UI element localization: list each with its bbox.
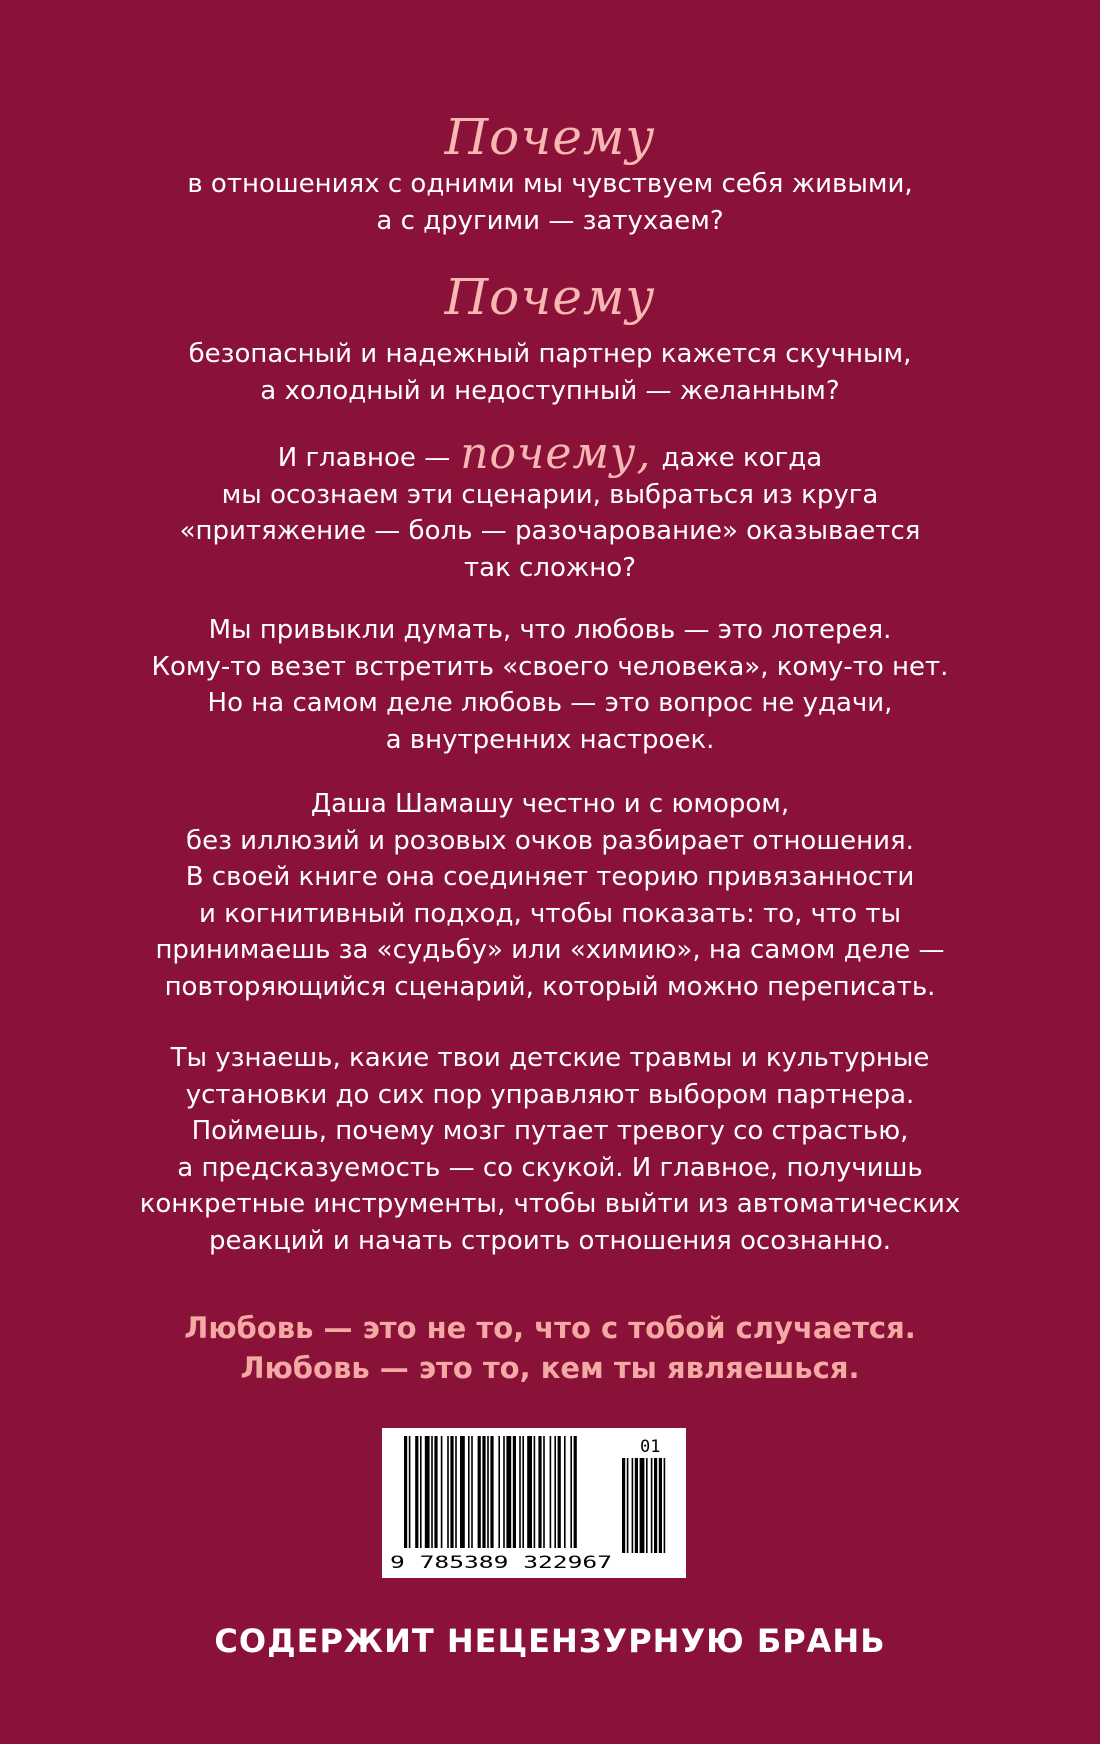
paragraph-what-you-learn [0,1040,1100,1259]
barcode-addon-bar [664,1458,666,1553]
question3-first-line [0,428,1100,479]
barcode-bars [382,1428,686,1578]
paragraph2-line-4: и когнитивный подход, чтобы показать: то, что ты [198,898,902,929]
barcode-bar [506,1436,511,1548]
barcode-bar [431,1436,433,1548]
paragraph2-line-3: В своей книге она соединяет теорию привязанности [185,862,915,892]
barcode-bar [460,1436,465,1548]
barcode-addon-bar [640,1458,645,1553]
barcode-addon-bar [651,1458,653,1553]
question3-line-1: мы осознаем эти сценарии, выбраться из круга [221,479,879,510]
paragraph1-line-2: Кому-то везет встретить «своего человека», кому-то нет. [151,651,949,682]
barcode-bar [564,1436,566,1548]
barcode-bar [503,1436,505,1548]
barcode-bar [447,1436,449,1548]
barcode-bar [543,1436,545,1548]
paragraph3-line-2: установки до сих пор управляют выбором партнера. [185,1079,915,1110]
paragraph3-line-6: реакций и начать строить отношения осознанно. [208,1225,892,1256]
paragraph1-line-4: а внутренних настроек. [385,724,715,755]
isbn-barcode [382,1428,686,1578]
question3-line-2: «притяжение — боль — разочарование» оказывается [179,516,921,546]
question3-line-3: так сложно? [464,552,636,583]
barcode-bar [487,1436,489,1548]
barcode-bar [550,1436,552,1548]
barcode-bar [513,1436,516,1548]
slogan-line-2: Любовь — это то, кем ты являешься. [240,1351,860,1385]
question1-line-1: в отношениях с одними мы чувствуем себя живыми, [187,169,913,199]
profanity-warning: СОДЕРЖИТ НЕЦЕНЗУРНУЮ БРАНЬ [214,1622,886,1660]
barcode-bar-group [404,1436,665,1553]
barcode-bar [519,1436,521,1548]
barcode-addon-bar [627,1458,629,1553]
paragraph2-line-5: принимаешь за «судьбу» или «химию», на самом деле — [155,935,945,965]
barcode-addon-bar [632,1458,634,1553]
question2-line-2: а холодный и недоступный — желанным? [260,375,840,406]
slogan [0,1308,1100,1388]
script-inline-pochemu: почему, [460,428,652,479]
paragraph2-line-1: Даша Шамашу честно и с юмором, [310,789,790,819]
question1-line-2: а с другими — затухаем? [376,205,724,236]
paragraph3-line-3: Поймешь, почему мозг путает тревогу со страстью, [191,1116,909,1146]
barcode-number: 9 785389 322967 [390,1553,612,1573]
barcode-bar [425,1436,430,1548]
paragraph1-line-3: Но на самом деле любовь — это вопрос не удачи, [207,688,893,718]
question3-prefix: И главное — [277,443,451,473]
question-block-2 [0,268,1100,409]
barcode-bar [468,1436,470,1548]
barcode-bar [434,1436,437,1548]
script-heading-2: Почему [444,268,656,326]
barcode-bar [558,1436,561,1548]
paragraph-author [0,786,1100,1005]
barcode-bar [482,1436,485,1548]
slogan-line-1: Любовь — это не то, что с тобой случается. [184,1311,916,1345]
barcode-bar [471,1436,473,1548]
barcode-bar [415,1436,418,1548]
barcode-addon-bar [659,1458,662,1553]
paragraph3-line-1: Ты узнаешь, какие твои детские травмы и культурные [170,1043,930,1073]
barcode-bar [404,1436,407,1548]
paragraph2-line-6: повторяющийся сценарий, который можно переписать. [164,971,936,1002]
barcode-bar [574,1436,577,1548]
barcode-bar [570,1436,572,1548]
barcode-bar [450,1436,453,1548]
barcode-bar [478,1436,481,1548]
paragraph-lottery [0,612,1100,758]
barcode-bar [409,1436,411,1548]
script-heading-1: Почему [444,108,656,166]
barcode-addon-bar [646,1458,648,1553]
barcode-bar [527,1436,532,1548]
barcode-bar [522,1436,524,1548]
barcode-bar [420,1436,422,1548]
paragraph3-line-4: а предсказуемость — со скукой. И главное, получишь [177,1152,923,1183]
barcode-bar [441,1436,443,1548]
barcode-bar [455,1436,457,1548]
question3-suffix: даже когда [661,443,823,473]
question-block-3 [0,428,1100,586]
barcode-bar [554,1436,556,1548]
barcode-addon-number: 01 [640,1437,661,1457]
paragraph2-line-2: без иллюзий и розовых очков разбирает отношения. [186,825,914,856]
paragraph1-line-1: Мы привыкли думать, что любовь — это лотерея. [208,615,892,645]
barcode-addon-bar [622,1458,625,1553]
question2-line-1: безопасный и надежный партнер кажется скучным, [188,339,912,369]
barcode-bar [490,1436,493,1548]
barcode-addon-bar [635,1458,638,1553]
barcode-bar [534,1436,536,1548]
paragraph3-line-5: конкретные инструменты, чтобы выйти из автоматических [139,1189,961,1219]
question-block-1 [0,108,1100,239]
barcode-bar [498,1436,500,1548]
barcode-bar [538,1436,541,1548]
barcode-addon-bar [654,1458,657,1553]
